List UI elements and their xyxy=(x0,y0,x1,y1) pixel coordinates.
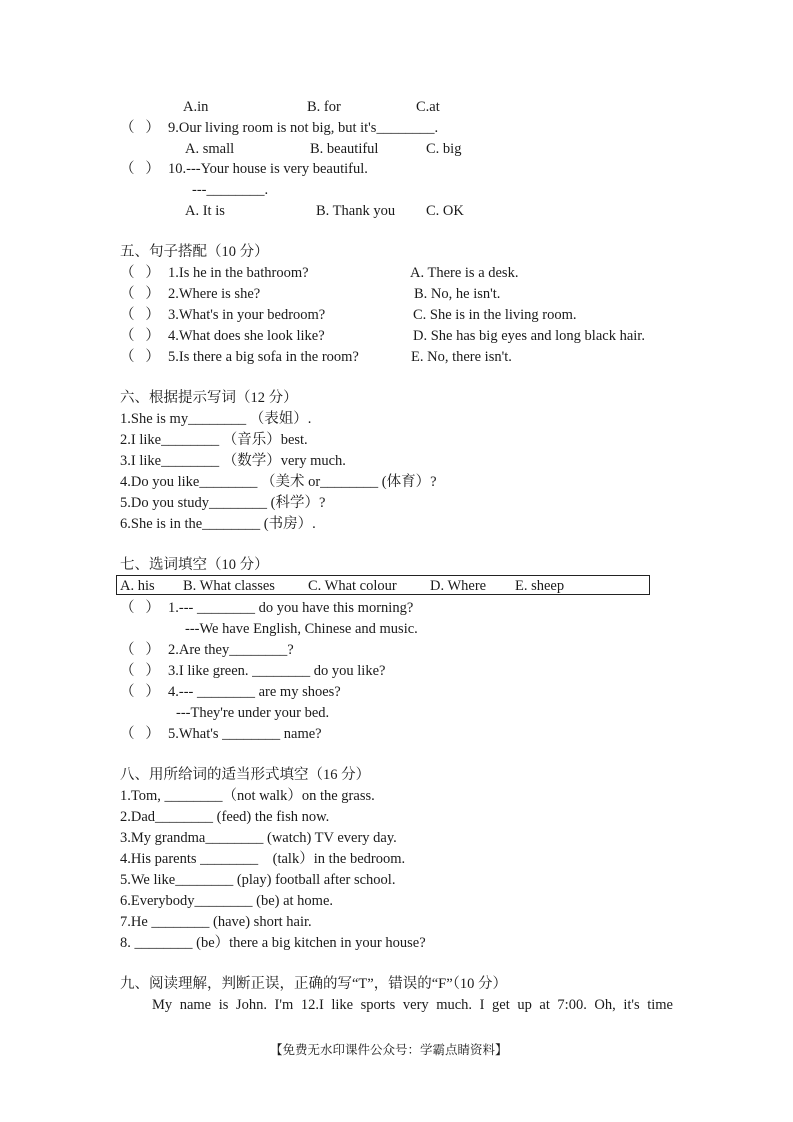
s6-line-3: 3.I like________ （数学）very much. xyxy=(120,453,346,469)
section7-title: 七、选词填空（10 分） xyxy=(120,557,269,573)
footer-note: 【免费无水印课件公众号：学霸点睛资料】 xyxy=(270,1042,508,1057)
word-bank-option-b: B. What classes xyxy=(183,578,275,594)
s6-line-6: 6.She is in the________ (书房）. xyxy=(120,516,316,532)
q9-stem: 9.Our living room is not big, but it's________. xyxy=(168,120,439,136)
word-bank-option-e: E. sheep xyxy=(515,578,565,594)
s6-line-4: 4.Do you like________ （美术 or________ (体育）? xyxy=(120,474,437,490)
q10-option-b: B. Thank you xyxy=(316,203,396,219)
s7-paren-4: （ ） xyxy=(120,684,160,700)
q8-option-c: C.at xyxy=(416,99,440,115)
section5-title: 五、句子搭配（10 分） xyxy=(120,244,269,260)
q9-option-c: C. big xyxy=(426,141,462,157)
s5-question-4: 4.What does she look like? xyxy=(168,328,325,344)
q10-stem: 10.---Your house is very beautiful. xyxy=(168,161,368,177)
s7-paren-5: （ ） xyxy=(120,726,160,742)
s8-line-8: 8. ________ (be）there a big kitchen in your house? xyxy=(120,935,426,951)
q10-reply: ---________. xyxy=(192,182,269,198)
s8-line-1: 1.Tom, ________（not walk）on the grass. xyxy=(120,788,375,804)
s7-paren-3: （ ） xyxy=(120,663,160,679)
s7-question-4-reply: ---They're under your bed. xyxy=(176,705,330,721)
q9-option-b: B. beautiful xyxy=(310,141,379,157)
word-bank-option-c: C. What colour xyxy=(308,578,397,594)
s5-paren-4: （ ） xyxy=(120,328,160,344)
s6-line-1: 1.She is my________ （表姐）. xyxy=(120,411,312,427)
q10-option-a: A. It is xyxy=(185,203,225,219)
s5-answer-e: E. No, there isn't. xyxy=(411,349,512,365)
s5-answer-a: A. There is a desk. xyxy=(410,265,519,281)
s6-line-2: 2.I like________ （音乐）best. xyxy=(120,432,308,448)
s5-question-5: 5.Is there a big sofa in the room? xyxy=(168,349,359,365)
s7-question-1: 1.--- ________ do you have this morning? xyxy=(168,600,414,616)
section8-title: 八、用所给词的适当形式填空（16 分） xyxy=(120,767,371,783)
s5-question-2: 2.Where is she? xyxy=(168,286,261,302)
s5-answer-b: B. No, he isn't. xyxy=(414,286,501,302)
s5-paren-5: （ ） xyxy=(120,349,160,365)
s7-question-2: 2.Are they________? xyxy=(168,642,294,658)
s5-question-3: 3.What's in your bedroom? xyxy=(168,307,326,323)
s6-line-5: 5.Do you study________ (科学）? xyxy=(120,495,326,511)
s9-passage-line: My name is John. I'm 12.I like sports very much. I get up at 7:00. Oh, it's time xyxy=(152,997,673,1013)
q9-option-a: A. small xyxy=(185,141,235,157)
s8-line-2: 2.Dad________ (feed) the fish now. xyxy=(120,809,330,825)
word-bank-option-a: A. his xyxy=(120,578,155,594)
s5-paren-1: （ ） xyxy=(120,265,160,281)
s5-paren-2: （ ） xyxy=(120,286,160,302)
section6-title: 六、根据提示写词（12 分） xyxy=(120,390,298,406)
s8-line-3: 3.My grandma________ (watch) TV every day. xyxy=(120,830,397,846)
s7-question-4: 4.--- ________ are my shoes? xyxy=(168,684,341,700)
q8-option-a: A.in xyxy=(183,99,209,115)
s8-line-5: 5.We like________ (play) football after school. xyxy=(120,872,396,888)
s8-line-7: 7.He ________ (have) short hair. xyxy=(120,914,312,930)
s8-line-6: 6.Everybody________ (be) at home. xyxy=(120,893,334,909)
s7-question-5: 5.What's ________ name? xyxy=(168,726,322,742)
q10-option-c: C. OK xyxy=(426,203,464,219)
s7-question-3: 3.I like green. ________ do you like? xyxy=(168,663,386,679)
s5-answer-c: C. She is in the living room. xyxy=(413,307,577,323)
s5-question-1: 1.Is he in the bathroom? xyxy=(168,265,309,281)
s5-paren-3: （ ） xyxy=(120,307,160,323)
word-bank-option-d: D. Where xyxy=(430,578,487,594)
s8-line-4: 4.His parents ________ (talk）in the bedroom. xyxy=(120,851,406,867)
s7-question-1-reply: ---We have English, Chinese and music. xyxy=(185,621,418,637)
section9-title: 九、阅读理解，判断正误，正确的写“T”，错误的“F”（10 分） xyxy=(120,976,508,992)
q10-answer-paren: （ ） xyxy=(120,161,160,177)
s5-answer-d: D. She has big eyes and long black hair. xyxy=(413,328,645,344)
q9-answer-paren: （ ） xyxy=(120,120,160,136)
s7-paren-1: （ ） xyxy=(120,600,160,616)
q8-option-b: B. for xyxy=(307,99,341,115)
s7-paren-2: （ ） xyxy=(120,642,160,658)
